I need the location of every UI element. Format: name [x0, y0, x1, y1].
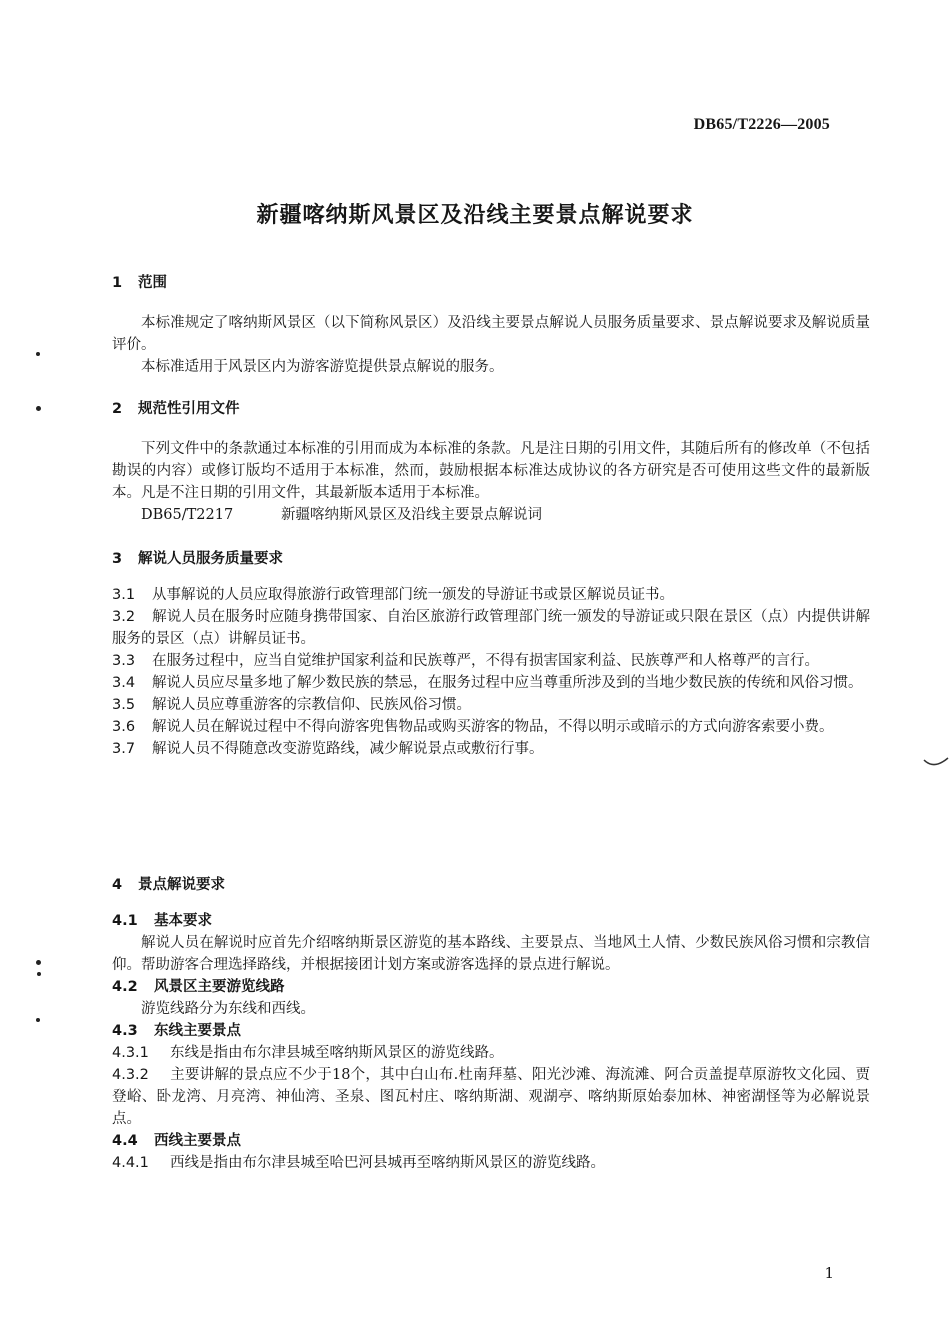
clause-number: 4.4.1	[112, 1155, 149, 1171]
section-1-heading	[112, 272, 870, 294]
section-number: 3	[112, 551, 123, 567]
clause	[112, 1064, 870, 1130]
section-3-heading	[112, 548, 870, 570]
section-4-body	[112, 910, 870, 1174]
clause	[112, 606, 870, 650]
clause-number: 3.1	[112, 587, 136, 603]
clause-number: 3.6	[112, 719, 136, 735]
page-number: 1	[824, 1264, 834, 1282]
clause	[112, 672, 870, 694]
subsection-4-2-heading	[112, 976, 870, 998]
section-3	[112, 548, 870, 570]
clause-number: 3.7	[112, 741, 136, 757]
section-number: 4	[112, 877, 123, 893]
clause-text: 解说人员不得随意改变游览路线，减少解说景点或敷衍行事。	[152, 741, 544, 757]
standard-code: DB65/T2226—2005	[693, 116, 830, 133]
subsection-title: 风景区主要游览线路	[154, 979, 285, 995]
subsection-4-3-heading	[112, 1020, 870, 1042]
scan-mark	[36, 352, 40, 356]
clause	[112, 650, 870, 672]
section-2-body	[112, 438, 870, 526]
subsection-number: 4.3	[112, 1023, 138, 1039]
clause	[112, 584, 870, 606]
subsection-number: 4.1	[112, 913, 138, 929]
section-2-heading	[112, 398, 870, 420]
clause-text: 解说人员在解说过程中不得向游客兜售物品或购买游客的物品，不得以明示或暗示的方式向游客索要小费。	[152, 719, 834, 735]
clause-text: 主要讲解的景点应不少于18个，其中白山布.杜南拜墓、阳光沙滩、海流滩、阿合贡盖提草原游牧文化园、贾登峪、卧龙湾、月亮湾、神仙湾、圣泉、图瓦村庄、喀纳斯湖、观湖亭、喀纳斯原始泰加林、神密湖怪等为必解说景点。	[112, 1067, 870, 1127]
subsection-title: 基本要求	[154, 913, 212, 929]
scan-mark	[37, 972, 41, 976]
paragraph: 本标准适用于风景区内为游客游览提供景点解说的服务。	[141, 359, 504, 375]
clause-text: 东线是指由布尔津县城至喀纳斯风景区的游览线路。	[170, 1045, 504, 1061]
section-number: 1	[112, 275, 123, 291]
section-2	[112, 398, 870, 420]
subsection-4-4-heading	[112, 1130, 870, 1152]
reference-title: 新疆喀纳斯风景区及沿线主要景点解说词	[281, 507, 542, 523]
paragraph: 解说人员在解说时应首先介绍喀纳斯景区游览的基本路线、主要景点、当地风土人情、少数民族风俗习惯和宗教信仰。帮助游客合理选择路线，并根据接团计划方案或游客选择的景点进行解说。	[112, 935, 870, 973]
scan-mark	[36, 406, 41, 411]
paragraph: 本标准规定了喀纳斯风景区（以下简称风景区）及沿线主要景点解说人员服务质量要求、景点解说要求及解说质量评价。	[112, 315, 870, 353]
section-1-body	[112, 312, 870, 378]
clause-number: 3.5	[112, 697, 136, 713]
reference-code: DB65/T2217	[141, 507, 234, 523]
clause-number: 3.4	[112, 675, 136, 691]
normative-reference	[112, 504, 870, 526]
subsection-4-1-heading	[112, 910, 870, 932]
scan-mark	[36, 960, 41, 965]
clause-text: 解说人员应尽量多地了解少数民族的禁忌，在服务过程中应当尊重所涉及到的当地少数民族的传统和风俗习惯。	[152, 675, 863, 691]
section-3-body	[112, 584, 870, 760]
paragraph: 下列文件中的条款通过本标准的引用而成为本标准的条款。凡是注日期的引用文件，其随后所有的修改单（不包括勘误的内容）或修订版均不适用于本标准，然而，鼓励根据本标准达成协议的各方研究是否可使用这些文件的最新版本。凡是不注日期的引用文件，其最新版本适用于本标准。	[112, 441, 870, 501]
scan-mark	[922, 754, 950, 774]
section-title: 规范性引用文件	[138, 401, 240, 417]
subsection-title: 西线主要景点	[154, 1133, 241, 1149]
clause-number: 3.3	[112, 653, 136, 669]
clause	[112, 738, 870, 760]
clause-text: 西线是指由布尔津县城至哈巴河县城再至喀纳斯风景区的游览线路。	[170, 1155, 605, 1171]
clause-text: 解说人员在服务时应随身携带国家、自治区旅游行政管理部门统一颁发的导游证或只限在景区（点）内提供讲解服务的景区（点）讲解员证书。	[112, 609, 870, 647]
section-title: 范围	[138, 275, 167, 291]
paragraph: 游览线路分为东线和西线。	[141, 1001, 315, 1017]
scan-mark	[36, 1018, 40, 1022]
subsection-number: 4.2	[112, 979, 138, 995]
section-4-heading	[112, 874, 870, 896]
subsection-title: 东线主要景点	[154, 1023, 241, 1039]
clause-number: 4.3.2	[112, 1067, 149, 1083]
clause-text: 解说人员应尊重游客的宗教信仰、民族风俗习惯。	[152, 697, 471, 713]
subsection-number: 4.4	[112, 1133, 138, 1149]
clause	[112, 1152, 870, 1174]
clause	[112, 694, 870, 716]
clause-text: 从事解说的人员应取得旅游行政管理部门统一颁发的导游证书或景区解说员证书。	[152, 587, 674, 603]
document-title: 新疆喀纳斯风景区及沿线主要景点解说要求	[256, 203, 694, 228]
clause-number: 4.3.1	[112, 1045, 149, 1061]
section-title: 解说人员服务质量要求	[138, 551, 283, 567]
clause	[112, 716, 870, 738]
clause	[112, 1042, 870, 1064]
clause-number: 3.2	[112, 609, 136, 625]
section-number: 2	[112, 401, 123, 417]
section-4	[112, 874, 870, 896]
section-title: 景点解说要求	[138, 877, 225, 893]
section-1	[112, 272, 870, 294]
clause-text: 在服务过程中，应当自觉维护国家利益和民族尊严，不得有损害国家利益、民族尊严和人格尊严的言行。	[152, 653, 819, 669]
